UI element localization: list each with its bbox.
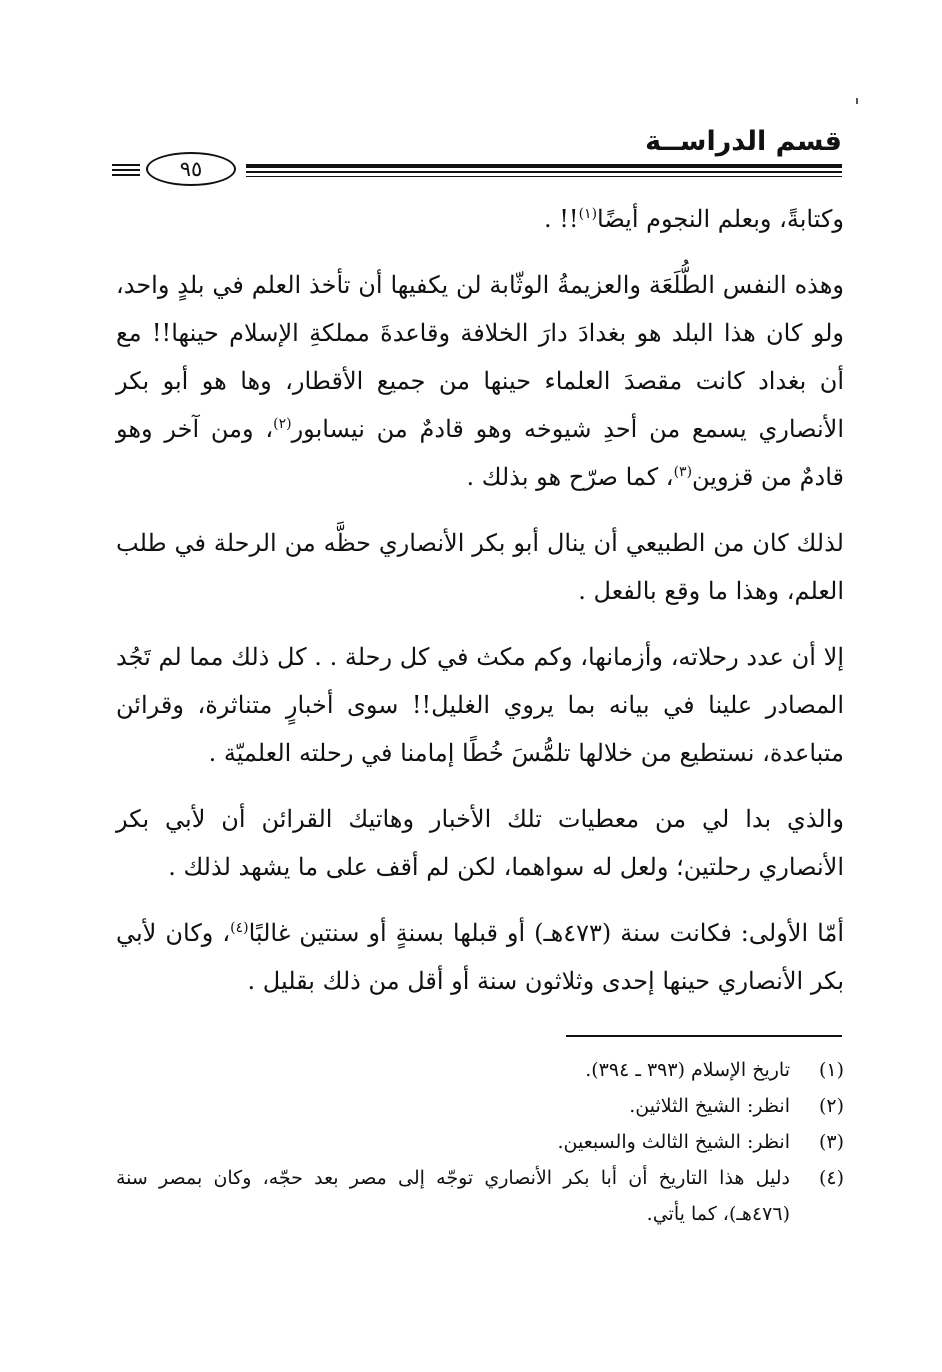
page-number-text: ٩٥ [179,157,203,181]
paragraph-text: وهذه النفس الطُّلَعَة والعزيمةُ الوثّابة لن يكفيها أن تأخذ العلم في بلدٍ واحد، ولو كان هذا البلد هو بغدادَ دارَ الخلافة وقاعدةَ مملكةِ الإسلام حينها!! مع أن بغداد كانت مقصدَ العلماء حينها من جميع الأقطار، وها هو أبو بكر الأنصاري يسمع من أحدِ شيوخه وهو قادمٌ من نيسابور [116,271,844,443]
paragraph-text: !! . [544,205,579,233]
paragraph [116,909,844,1005]
footnote-ref: (٣) [673,464,693,480]
footnote-text: انظر: الشيخ الثالث والسبعين. [557,1131,790,1153]
footnote-ref: (١) [578,206,598,222]
paragraph [116,633,844,777]
footnote-item [116,1052,844,1088]
footnote-number: (٣) [818,1131,844,1153]
page-number-dash [112,164,140,166]
page-number-dash [112,174,140,176]
footnote-number: (٢) [818,1095,844,1117]
page-number-dash [112,169,140,171]
paragraph [116,519,844,615]
corner-mark [856,98,858,104]
footnote-text: تاريخ الإسلام (٣٩٣ ـ ٣٩٤). [585,1059,790,1081]
paragraph-text: ، وكان لأبي بكر الأنصاري حينها إحدى وثلاثون سنة أو أقل من ذلك بقليل . [116,919,844,995]
main-text [116,195,844,1023]
header-rule-thin [246,171,842,173]
paragraph [116,261,844,501]
section-title: قسم الدراســة [645,126,842,157]
paragraph-text: ، كما صرّح هو بذلك . [466,463,674,491]
footnote-ref: (٤) [230,920,249,936]
header-rule-thick [246,164,842,168]
footnote-number: (٤) [818,1167,844,1189]
paragraph-text: إلا أن عدد رحلاته، وأزمانها، وكم مكث في كل رحلة . . كل ذلك مما لم تَجُد المصادر علينا في بيانه بما يروي الغليل!! سوى أخبارٍ متناثرة، وقرائن متباعدة، نستطيع من خلالها تلمُّسَ خُطًا إمامنا في رحلته العلميّة . [116,643,844,767]
footnote-item [116,1160,844,1232]
paragraph-text: والذي بدا لي من معطيات تلك الأخبار وهاتيك القرائن أن لأبي بكر الأنصاري رحلتين؛ ولعل له سواهما، لكن لم أقف على ما يشهد لذلك . [116,805,844,881]
paragraph-text: أمّا الأولى: فكانت سنة (٤٧٣هـ) أو قبلها بسنةٍ أو سنتين غالبًا [248,919,844,947]
footnote-item [116,1124,844,1160]
page-number [146,152,236,186]
footnotes [116,1052,844,1232]
footnote-separator [566,1035,842,1037]
footnote-text: انظر: الشيخ الثلاثين. [629,1095,790,1117]
paragraph-text: لذلك كان من الطبيعي أن ينال أبو بكر الأنصاري حظَّه من الرحلة في طلب العلم، وهذا ما وقع بالفعل . [116,529,844,605]
footnote-item [116,1088,844,1124]
footnote-text: دليل هذا التاريخ أن أبا بكر الأنصاري توجّه إلى مصر بعد حجّه، وكان بمصر سنة (٤٧٦هـ)، كما يأتي. [116,1167,790,1225]
paragraph [116,195,844,243]
paragraph [116,795,844,891]
footnote-ref: (٢) [273,416,292,432]
paragraph-text: ، ومن آخر وهو قادمٌ من قزوين [116,415,844,491]
footnote-number: (١) [818,1059,844,1081]
paragraph-text: وكتابةً، وبعلم النجوم أيضًا [597,205,844,233]
header-rule-thin-lower [246,176,842,177]
